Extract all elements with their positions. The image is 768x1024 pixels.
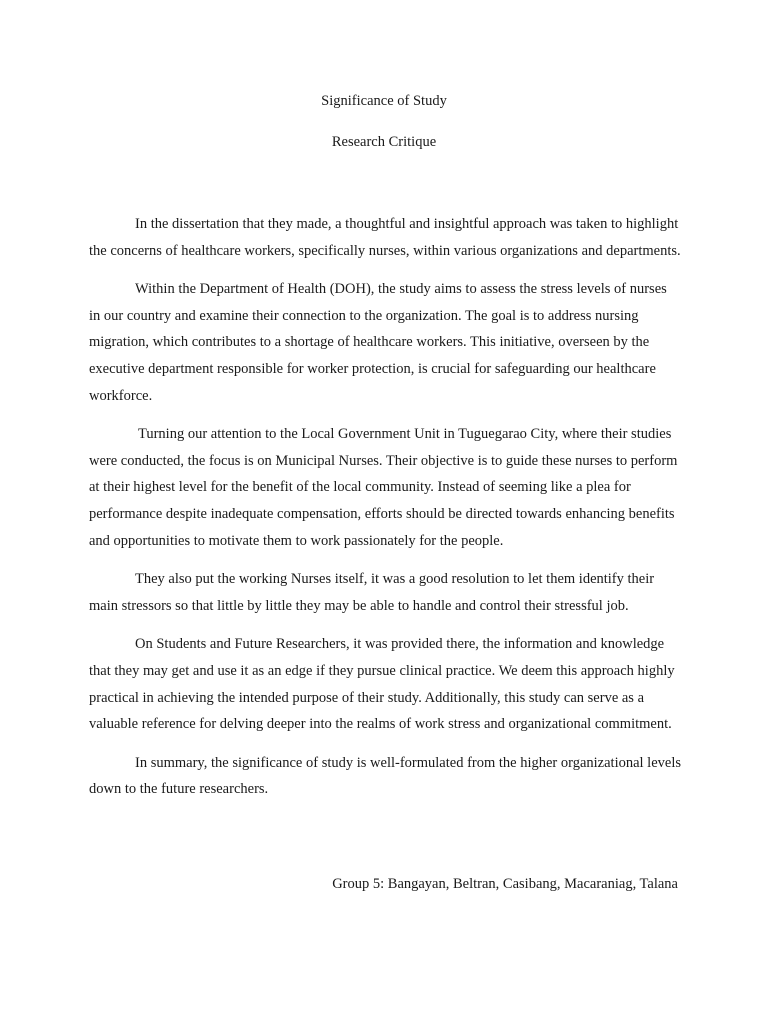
paragraph-summary: In summary, the significance of study is well-formulated from the higher organizational levels down to the future researchers. bbox=[89, 754, 682, 798]
document-body bbox=[89, 211, 681, 815]
paragraph-students-researchers: On Students and Future Researchers, it was provided there, the information and knowledge that they may get and use it as an edge if they pursue clinical practice. We deem this approach highly practical in achieving the intended purpose of their study. Additionally, this study can serve as a valuable reference for delving deeper into the realms of work stress and organizational commitment. bbox=[89, 636, 675, 733]
document-subtitle: Research Critique bbox=[331, 134, 437, 150]
paragraph-doh: Within the Department of Health (DOH), the study aims to assess the stress levels of nurses in our country and examine their connection to the organization. The goal is to address nursing migration, which contributes to a shortage of healthcare workers. This initiative, overseen by the executive department responsible for worker protection, is crucial for safeguarding our healthcare workforce. bbox=[89, 281, 667, 404]
paragraph-intro: In the dissertation that they made, a thoughtful and insightful approach was taken to highlight the concerns of healthcare workers, specifically nurses, within various organizations and departments. bbox=[89, 216, 681, 259]
paragraph-lgu: Turning our attention to the Local Government Unit in Tuguegarao City, where their studies were conducted, the focus is on Municipal Nurses. Their objective is to guide these nurses to perform at their highest level for the benefit of the local community. Instead of seeming like a plea for performance despite inadequate compensation, efforts should be directed towards enhancing benefits and opportunities to motivate them to work passionately for the people. bbox=[89, 426, 678, 549]
document-title: Significance of Study bbox=[321, 93, 447, 109]
group-signature: Group 5: Bangayan, Beltran, Casibang, Macaraniag, Talana bbox=[332, 876, 678, 892]
paragraph-working-nurses: They also put the working Nurses itself, it was a good resolution to let them identify their main stressors so that little by little they may be able to handle and control their stressful job. bbox=[89, 571, 655, 614]
